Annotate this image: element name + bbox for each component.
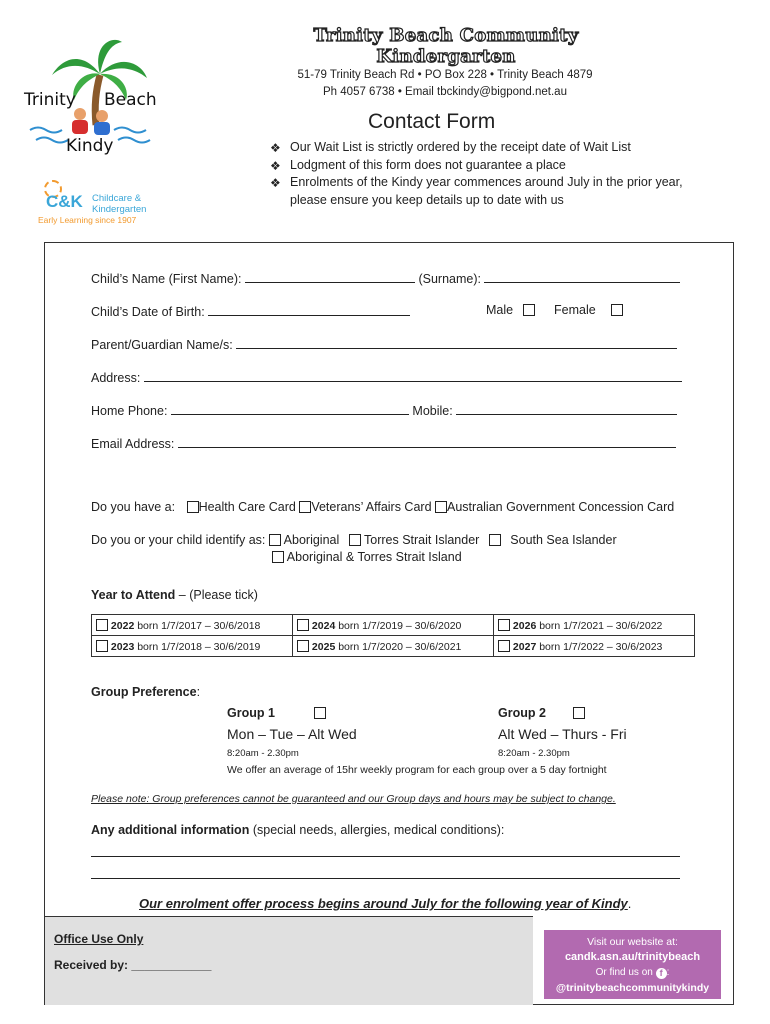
year-cell: 2024 born 1/7/2019 – 30/6/2020 bbox=[293, 615, 494, 636]
additional-info-label: Any additional information bbox=[91, 823, 250, 837]
identify-prompt: Do you or your child identify as: bbox=[91, 533, 266, 547]
male-label: Male bbox=[486, 303, 514, 317]
group-1-hours: 8:20am - 2.30pm bbox=[227, 748, 299, 759]
offer-note: Our enrolment offer process begins around July for the following year of Kindy. bbox=[139, 896, 632, 911]
aboriginal-checkbox[interactable] bbox=[269, 534, 281, 546]
group-2 bbox=[498, 706, 698, 759]
office-use-title: Office Use Only bbox=[54, 932, 144, 946]
table-row bbox=[92, 636, 695, 657]
parent-label: Parent/Guardian Name/s: bbox=[91, 338, 233, 352]
south-sea-label: South Sea Islander bbox=[510, 533, 617, 547]
year-cell: 2022 born 1/7/2017 – 30/6/2018 bbox=[92, 615, 293, 636]
dob-label: Child’s Date of Birth: bbox=[91, 305, 205, 319]
diamond-bullet-icon: ❖ bbox=[270, 176, 281, 190]
promo-handle[interactable]: @trinitybeachcommunitykindy bbox=[555, 982, 710, 994]
concession-card-label: Australian Government Concession Card bbox=[447, 500, 675, 514]
female-checkbox[interactable] bbox=[611, 304, 623, 316]
form-title: Contact Form bbox=[368, 110, 496, 133]
child-first-name-field[interactable] bbox=[245, 270, 415, 283]
logo-word-trinity: Trinity bbox=[24, 90, 76, 110]
facebook-icon[interactable]: f bbox=[656, 968, 667, 979]
group-disclaimer: Please note: Group preferences cannot be guaranteed and our Group days and hours may be subject to change. bbox=[91, 793, 616, 805]
home-phone-label: Home Phone: bbox=[91, 404, 168, 418]
email-row bbox=[91, 435, 676, 451]
year-hint: – (Please tick) bbox=[178, 588, 258, 602]
ck-logo bbox=[36, 180, 166, 225]
aboriginal-torres-label: Aboriginal & Torres Strait Island bbox=[286, 550, 462, 564]
year-cell: 2026 born 1/7/2021 – 30/6/2022 bbox=[494, 615, 695, 636]
year-cell: 2027 born 1/7/2022 – 30/6/2023 bbox=[494, 636, 695, 657]
group-2-checkbox[interactable] bbox=[573, 707, 585, 719]
additional-info-hint: (special needs, allergies, medical conditions): bbox=[252, 823, 505, 837]
promo-box bbox=[544, 930, 721, 999]
address-line: 51-79 Trinity Beach Rd • PO Box 228 • Trinity Beach 4879 bbox=[297, 69, 593, 81]
promo-line1: Visit our website at: bbox=[587, 936, 678, 948]
ck-mark: C&K bbox=[46, 192, 83, 211]
note-item: ❖ Our Wait List is strictly ordered by the receipt date of Wait List bbox=[268, 139, 708, 157]
received-by[interactable]: Received by: ____________ bbox=[54, 958, 212, 972]
male-option bbox=[486, 303, 535, 317]
cards-prompt: Do you have a: bbox=[91, 500, 176, 514]
group-2-days: Alt Wed – Thurs - Fri bbox=[498, 726, 627, 742]
office-use-box bbox=[45, 916, 533, 1005]
cards-row bbox=[91, 500, 674, 514]
year-cell: 2023 born 1/7/2018 – 30/6/2019 bbox=[92, 636, 293, 657]
year-table bbox=[91, 614, 695, 657]
female-option bbox=[554, 303, 623, 317]
address-row bbox=[91, 369, 682, 385]
group-note: We offer an average of 15hr weekly program for each group over a 5 day fortnight bbox=[227, 764, 607, 776]
table-row bbox=[92, 615, 695, 636]
note-item: ❖ Enrolments of the Kindy year commences around July in the prior year, please ensure you keep details up to date with us bbox=[270, 175, 683, 207]
additional-info-line-2[interactable] bbox=[91, 878, 680, 879]
mobile-label: Mobile: bbox=[412, 404, 453, 418]
aboriginal-torres-checkbox[interactable] bbox=[272, 551, 284, 563]
year-2024-checkbox[interactable] bbox=[297, 619, 309, 631]
year-heading: Year to Attend bbox=[91, 588, 176, 602]
year-2025-checkbox[interactable] bbox=[297, 640, 309, 652]
veterans-card-checkbox[interactable] bbox=[299, 501, 311, 513]
year-2023-checkbox[interactable] bbox=[96, 640, 108, 652]
diamond-bullet-icon: ❖ bbox=[270, 158, 281, 173]
year-2026-checkbox[interactable] bbox=[498, 619, 510, 631]
logo-word-beach: Beach bbox=[104, 90, 157, 110]
additional-info-row bbox=[91, 823, 504, 837]
parent-row bbox=[91, 336, 677, 352]
address-field[interactable] bbox=[144, 369, 682, 382]
female-label: Female bbox=[554, 303, 596, 317]
notes-list bbox=[268, 139, 708, 209]
aboriginal-label: Aboriginal bbox=[283, 533, 340, 547]
email-label: Email Address: bbox=[91, 437, 175, 451]
logo-word-kindy: Kindy bbox=[66, 136, 114, 156]
surname-field[interactable] bbox=[484, 270, 680, 283]
parent-field[interactable] bbox=[236, 336, 677, 349]
group-1 bbox=[227, 706, 477, 759]
email-field[interactable] bbox=[178, 435, 676, 448]
health-care-card-label: Health Care Card bbox=[198, 500, 296, 514]
group-heading-row: Group Preference: bbox=[91, 685, 201, 699]
group-1-days: Mon – Tue – Alt Wed bbox=[227, 726, 357, 742]
year-heading-row bbox=[91, 588, 258, 602]
additional-info-line-1[interactable] bbox=[91, 856, 680, 857]
south-sea-checkbox[interactable] bbox=[489, 534, 501, 546]
promo-line3-row: Or find us on f : bbox=[595, 967, 670, 978]
torres-strait-label: Torres Strait Islander bbox=[364, 533, 480, 547]
year-2022-checkbox[interactable] bbox=[96, 619, 108, 631]
kindy-logo bbox=[22, 30, 157, 160]
surname-label: (Surname): bbox=[418, 272, 481, 286]
org-name: Trinity Beach Community Kindergarten bbox=[313, 25, 579, 67]
ck-tagline: Early Learning since 1907 bbox=[38, 215, 137, 225]
child-first-name-label: Child’s Name (First Name): bbox=[91, 272, 242, 286]
group-2-hours: 8:20am - 2.30pm bbox=[498, 748, 570, 759]
contact-line: Ph 4057 6738 • Email tbckindy@bigpond.net.au bbox=[323, 86, 567, 98]
concession-card-checkbox[interactable] bbox=[435, 501, 447, 513]
veterans-card-label: Veterans’ Affairs Card bbox=[311, 500, 432, 514]
group-heading: Group Preference bbox=[91, 685, 197, 699]
group-2-name: Group 2 bbox=[498, 706, 546, 720]
mobile-field[interactable] bbox=[456, 402, 677, 415]
group-1-checkbox[interactable] bbox=[314, 707, 326, 719]
dob-field[interactable] bbox=[208, 303, 410, 316]
identify-row-2 bbox=[272, 550, 462, 564]
diamond-bullet-icon: ❖ bbox=[270, 141, 281, 155]
group-1-name: Group 1 bbox=[227, 706, 275, 720]
promo-url[interactable]: candk.asn.au/trinitybeach bbox=[564, 951, 701, 963]
ck-line1: Childcare & bbox=[92, 193, 142, 204]
torres-strait-checkbox[interactable] bbox=[349, 534, 361, 546]
ck-line2: Kindergarten bbox=[92, 204, 147, 215]
home-phone-field[interactable] bbox=[171, 402, 409, 415]
child-name-row bbox=[91, 270, 680, 286]
male-checkbox[interactable] bbox=[523, 304, 535, 316]
note-item: ❖ Lodgment of this form does not guarantee a place bbox=[268, 157, 708, 175]
health-care-card-checkbox[interactable] bbox=[187, 501, 199, 513]
dob-row bbox=[91, 303, 636, 319]
year-cell: 2025 born 1/7/2020 – 30/6/2021 bbox=[293, 636, 494, 657]
address-label: Address: bbox=[91, 371, 141, 385]
phone-row bbox=[91, 402, 677, 418]
identify-row bbox=[91, 533, 617, 547]
year-2027-checkbox[interactable] bbox=[498, 640, 510, 652]
